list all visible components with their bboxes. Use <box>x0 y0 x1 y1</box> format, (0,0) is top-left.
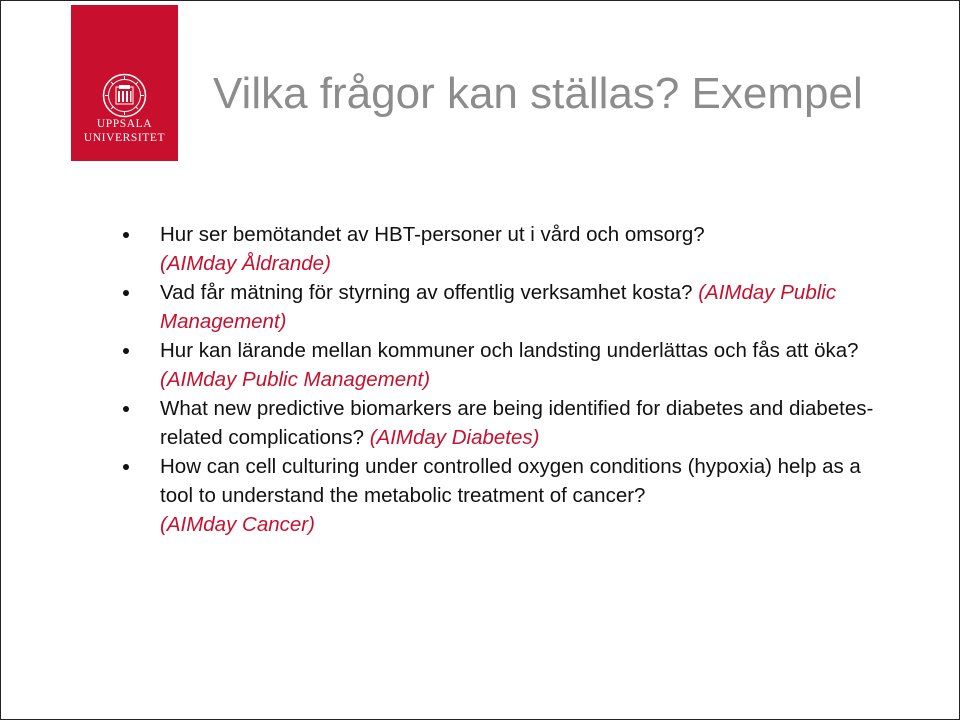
bullet-icon <box>123 290 129 296</box>
bullet-item <box>117 220 887 278</box>
bullet-item <box>117 278 887 336</box>
logo-text-line1: UPPSALA <box>96 118 153 130</box>
bullet-icon <box>123 232 129 238</box>
bullet-tag: (AIMday Cancer) <box>160 513 315 536</box>
logo-text-line2: UNIVERSITET <box>83 132 166 144</box>
bullet-list <box>117 220 887 539</box>
bullet-text: How can cell culturing under controlled oxygen conditions (hypoxia) help as a tool to understand the metabolic treatment of cancer? <box>160 455 861 507</box>
university-seal-icon <box>102 73 147 118</box>
bullet-tag: (AIMday Åldrande) <box>160 252 331 275</box>
bullet-text: Hur ser bemötandet av HBT-personer ut i vård och omsorg? <box>160 223 705 246</box>
bullet-item <box>117 452 887 539</box>
bullet-icon <box>123 464 129 470</box>
bullet-tag: (AIMday Public Management) <box>160 281 837 333</box>
bullet-item <box>117 336 887 394</box>
bullet-text: What new predictive biomarkers are being identified for diabetes and diabetes-related complications? <box>160 397 874 449</box>
bullet-text: Vad får mätning för styrning av offentlig verksamhet kosta? <box>160 281 693 304</box>
bullet-icon <box>123 406 129 412</box>
bullet-icon <box>123 348 129 354</box>
bullet-tag: (AIMday Public Management) <box>160 368 431 391</box>
slide-title: Vilka frågor kan ställas? Exempel <box>213 69 863 118</box>
bullet-tag: (AIMday Diabetes) <box>369 426 540 449</box>
uppsala-university-logo <box>71 5 178 161</box>
bullet-item <box>117 394 887 452</box>
bullet-text: Hur kan lärande mellan kommuner och landsting underlättas och fås att öka? <box>160 339 859 362</box>
